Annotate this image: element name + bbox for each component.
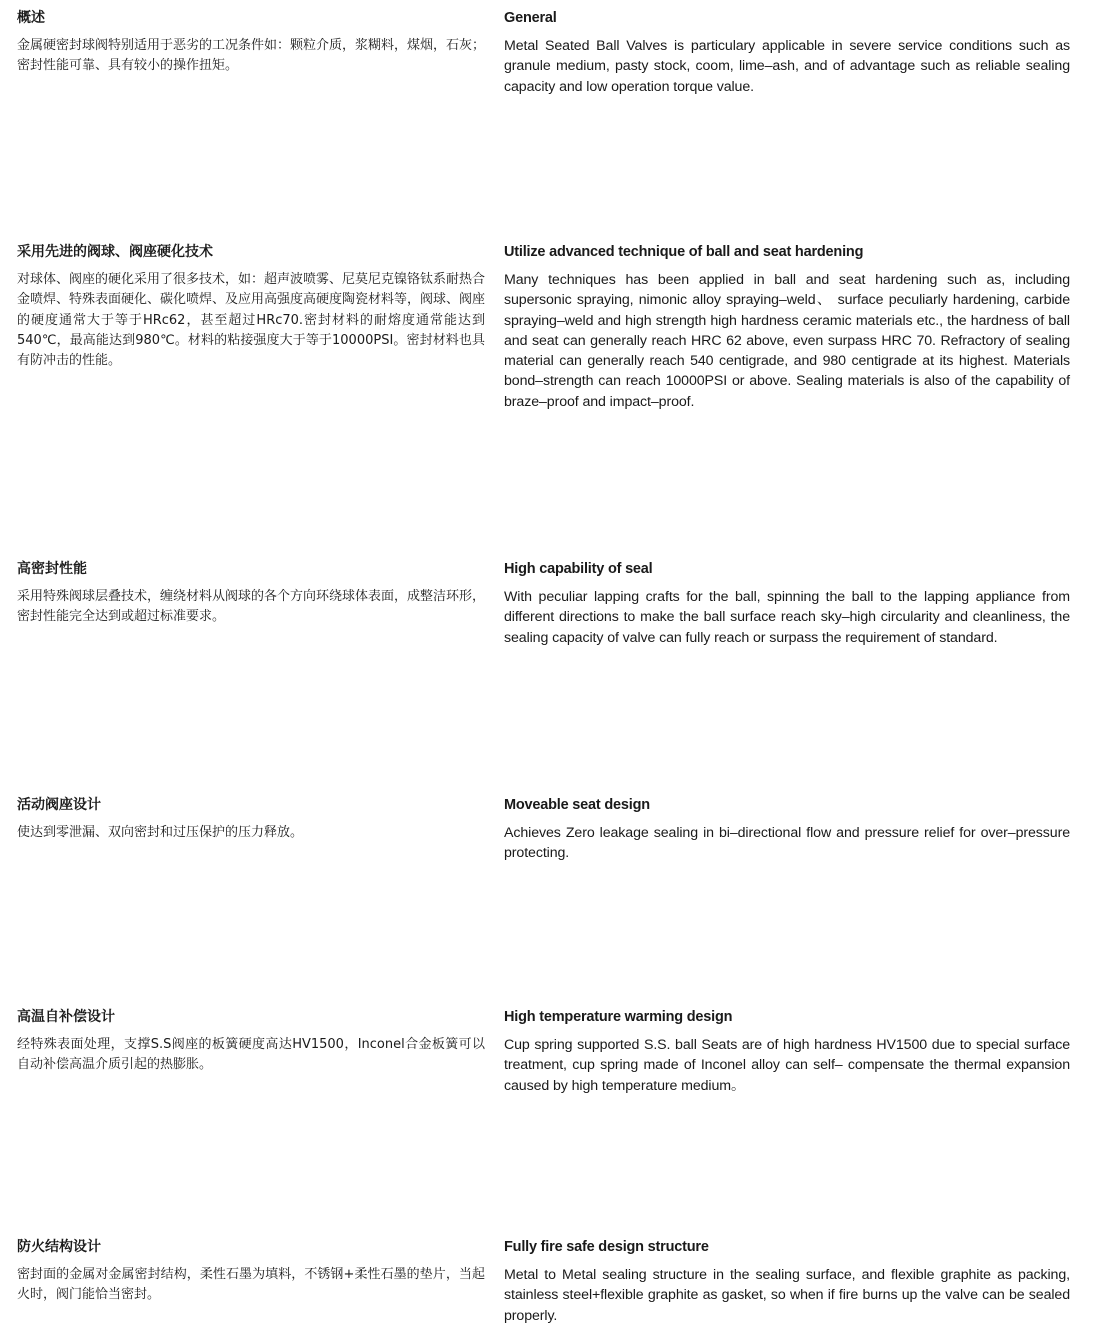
en-column [504,1007,1070,1096]
cn-paragraph: 对球体、阀座的硬化采用了很多技术，如：超声波喷雾、尼莫尼克镍铬钛系耐热合金喷焊、特殊表面硬化、碳化喷焊、及应用高强度高硬度陶瓷材料等，阀球、阀座的硬度通常大于等于HRc62，甚至超过HRc70.密封材料的耐熔度通常能达到540℃，最高能达到980℃。材料的粘接强度大于等于10000PSI。密封材料也具有防冲击的性能。 [17,272,486,369]
en-paragraph: Many techniques has been applied in ball and seat hardening such as, including supersonic spraying, nimonic alloy spraying–weld、 surface peculiarly hardening, carbide spraying–weld and high strength high hardness ceramic materials etc., the hardness of ball and seat can generally reach HRC 62 above, even surpass HRC 70. Refractory of sealing material can generally reach 540 centigrade, and 980 centigrade at its highest. Materials bond–strength can reach 10000PSI or above. Sealing materials is also of the capability of braze–proof and impact–proof. [504,272,1070,410]
en-column [504,242,1070,412]
en-column [504,1237,1070,1326]
cn-heading: 防火结构设计 [17,1239,101,1255]
en-heading: High temperature warming design [504,1009,733,1025]
en-heading: Utilize advanced technique of ball and seat hardening [504,244,864,260]
en-column [504,8,1070,97]
cn-paragraph: 经特殊表面处理，支撑S.S阀座的板簧硬度高达HV1500，Inconel合金板簧可以自动补偿高温介质引起的热膨胀。 [17,1037,485,1073]
cn-column [17,242,485,371]
en-heading: General [504,10,557,26]
cn-heading: 概述 [17,10,45,26]
cn-heading: 活动阀座设计 [17,797,101,813]
en-heading: Fully fire safe design structure [504,1239,709,1255]
cn-paragraph: 采用特殊阀球层叠技术，缠绕材料从阀球的各个方向环绕球体表面，成整洁环形，密封性能完全达到或超过标准要求。 [17,589,486,625]
cn-heading: 采用先进的阀球、阀座硬化技术 [17,244,213,260]
en-paragraph: Metal Seated Ball Valves is particulary applicable in severe service conditions such as granule medium, pasty stock, coom, lime–ash, and of advantage such as reliable sealing capacity and low operation torque value. [504,38,1070,95]
en-paragraph: Metal to Metal sealing structure in the sealing surface, and flexible graphite as packing, stainless steel+flexible graphite as gasket, so when if fire burns up the valve can be sealed properly. [504,1267,1070,1324]
en-column [504,559,1070,648]
en-heading: High capability of seal [504,561,653,577]
en-column [504,795,1070,864]
cn-heading: 高温自补偿设计 [17,1009,115,1025]
cn-column [17,795,485,843]
cn-paragraph: 金属硬密封球阀特别适用于恶劣的工况条件如：颗粒介质，浆糊料，煤烟，石灰；密封性能可靠、具有较小的操作扭矩。 [17,38,486,74]
en-paragraph: Achieves Zero leakage sealing in bi–directional flow and pressure relief for over–pressure protecting. [504,825,1070,862]
cn-column [17,1237,485,1306]
en-heading: Moveable seat design [504,797,650,813]
en-paragraph: With peculiar lapping crafts for the ball, spinning the ball to the lapping appliance from different directions to make the ball surface reach sky–high circularity and cleanliness, the sealing capacity of valve can fully reach or surpass the requirement of standard. [504,589,1070,646]
cn-column [17,1007,485,1076]
cn-paragraph: 使达到零泄漏、双向密封和过压保护的压力释放。 [17,825,304,840]
cn-heading: 高密封性能 [17,561,87,577]
en-paragraph: Cup spring supported S.S. ball Seats are of high hardness HV1500 due to special surface treatment, cup spring made of Inconel alloy can self– compensate the thermal expansion caused by high temperature medium。 [504,1037,1070,1094]
cn-column [17,559,485,628]
cn-paragraph: 密封面的金属对金属密封结构，柔性石墨为填料，不锈钢+柔性石墨的垫片，当起火时，阀门能恰当密封。 [17,1267,485,1303]
cn-column [17,8,485,77]
